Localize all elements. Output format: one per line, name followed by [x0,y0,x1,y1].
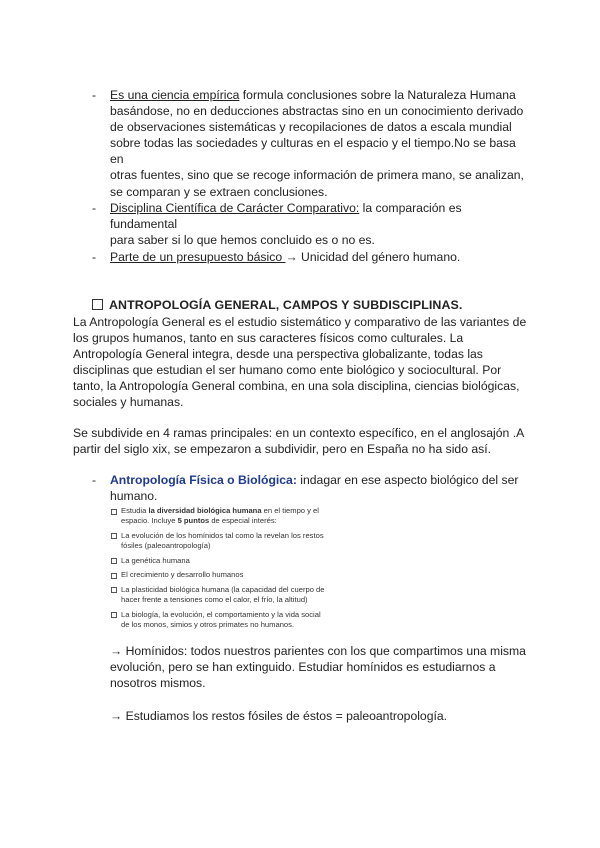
list-item: El crecimiento y desarrollo humanos [110,570,400,580]
subdivide-paragraph: Se subdivide en 4 ramas principales: en un contexto específico, en el anglosajón .A partir del siglo xix, se empezaron a subdividir, pero en España no ha sido así. [73,426,525,457]
list-item: La genética humana [110,556,400,566]
bullet-antropologia-fisica: - Antropología Física o Biológica: indagar en ese aspecto biológico del ser humano. [92,473,519,504]
checkbox-square-icon [92,299,103,310]
square-bullet-icon [111,587,117,593]
fisica-sublist-image [110,506,400,634]
bullet-dash: - [92,201,97,215]
bullet-dash: - [92,250,97,264]
list-item: La evolución de los homínidos tal como la revelan los restos fósiles (paleoantropología) [110,531,400,551]
list-item: La plasticidad biológica humana (la capacidad del cuerpo de hacer frente a tensiones como el calor, el frío, la altitud) [110,585,400,605]
square-bullet-icon [111,558,117,564]
section-heading: ANTROPOLOGÍA GENERAL, CAMPOS Y SUBDISCIPLINAS. [92,297,462,313]
hominidos-paragraph: → Homínidos: todos nuestros parientes con los que compartimos una misma evolución, pero se han extinguido. Estudiar homínidos es estudiarnos a nosotros mismos. [110,644,526,691]
list-item: Estudia la diversidad biológica humana en el tiempo y el espacio. Incluye 5 puntos de especial interés: [110,506,400,526]
bullet-ciencia-empirica: - Es una ciencia empírica formula conclusiones sobre la Naturaleza Humana basándose, no en deducciones abstractas sino en un conocimiento derivado de observaciones sistemáticas y recopilaciones de datos a escala mundial sobre todas las sociedades y culturas en el espacio y el tiempo.No se basa en otras fuentes, sino que se recoge información de primera mano, se analizan, se comparan y se extraen conclusiones. [92,88,524,199]
restos-paragraph: → Estudiamos los restos fósiles de éstos = paleoantropología. [110,709,448,723]
square-bullet-icon [111,612,117,618]
fisica-lead: Antropología Física o Biológica: [110,473,297,487]
bullet-lead: Disciplina Científica de Carácter Comparativo: [110,201,360,215]
bullet-dash: - [92,473,97,487]
bullet-lead: Parte de un presupuesto básico [110,250,286,264]
square-bullet-icon [111,573,117,579]
bullet-disciplina-comparativa: - Disciplina Científica de Carácter Comparativo: la comparación es fundamental para saber si lo que hemos concluido es o no es. [92,201,462,248]
bullet-dash: - [92,88,97,102]
intro-paragraph: La Antropología General es el estudio sistemático y comparativo de las variantes de los grupos humanos, tanto en sus caracteres físicos como culturales. La Antropología General integra, desde una perspectiva globalizante, todas las disciplinas que estudian el ser humano como ente biológico y sociocultural. Por tanto, la Antropología General combina, en una sola disciplina, ciencias biológicas, sociales y humanas. [73,315,527,410]
list-item: La biología, la evolución, el comportamiento y la vida social de los monos, simios y otros primates no humanos. [110,610,400,630]
bullet-lead: Es una ciencia empírica [110,88,240,102]
square-bullet-icon [111,509,117,515]
square-bullet-icon [111,533,117,539]
bullet-presupuesto-basico: - Parte de un presupuesto básico → Unicidad del género humano. [92,250,461,264]
